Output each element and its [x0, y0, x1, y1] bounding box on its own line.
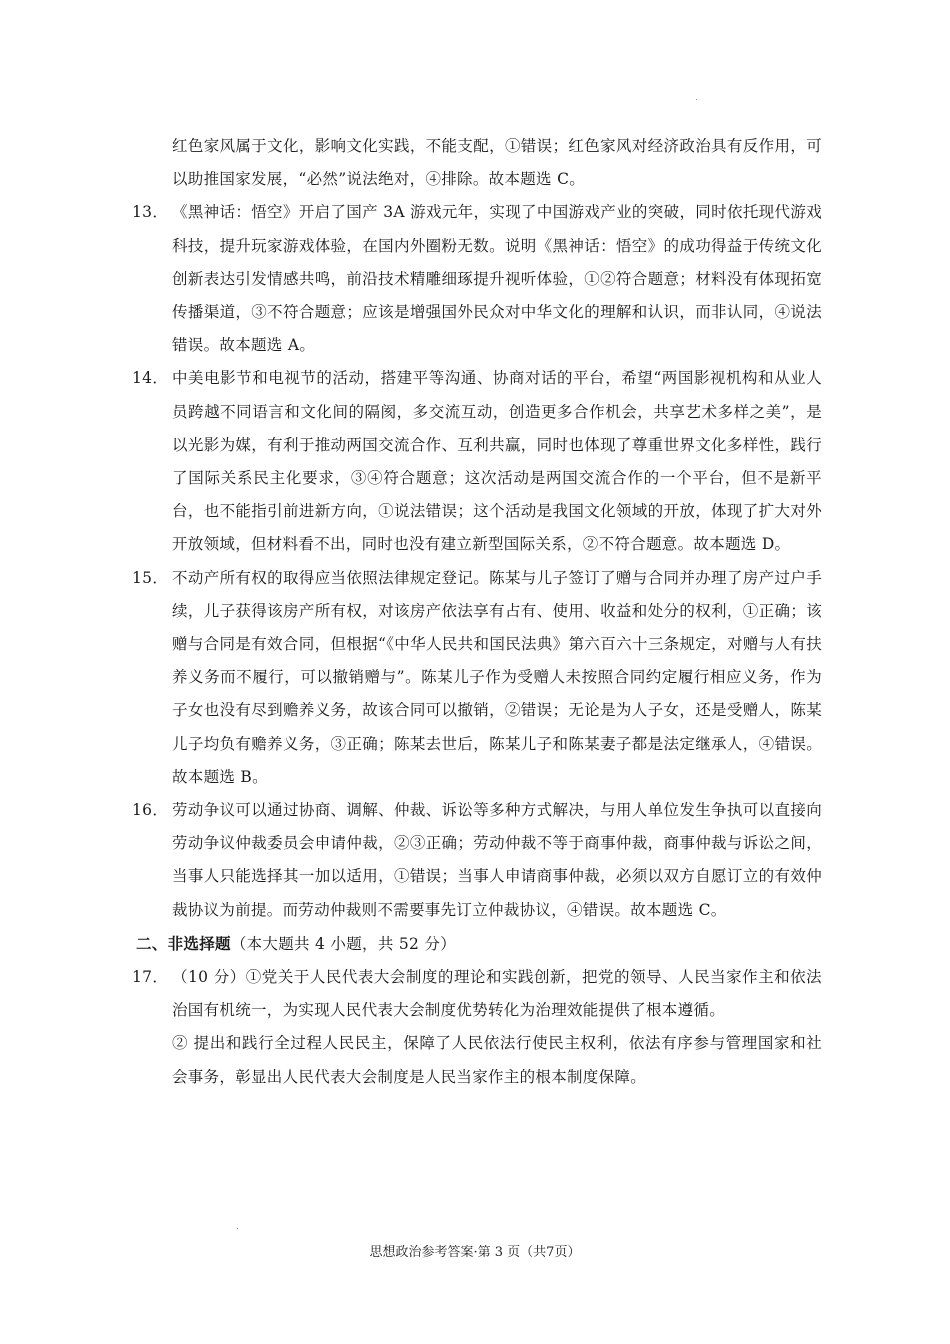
section-heading: [132, 927, 822, 961]
question-number: 13．: [132, 203, 169, 222]
answer-text: 《黑神话：悟空》开启了国产 3A 游戏元年，实现了中国游戏产业的突破，同时依托现代游戏科技，提升玩家游戏体验，在国内外圈粉无数。说明《黑神话：悟空》的成功得益于传统文化创新表达引发情感共鸣，前沿技术精雕细琢提升视听体验，①②符合题意；材料没有体现拓宽传播渠道，③不符合题意；应该是增强国外民众对中华文化的理解和认识，而非认同，④说法错误。故本题选 A。: [172, 203, 822, 355]
page-footer: 思想政治参考答案·第 3 页（共7页）: [369, 1245, 581, 1260]
scan-speck: [237, 1228, 238, 1229]
question-number: 17．: [132, 968, 169, 987]
question-number: 15．: [132, 568, 169, 587]
scan-speck: [696, 99, 697, 100]
answer-item-12-continued: [132, 130, 822, 196]
question-number: 16．: [132, 801, 169, 820]
answer-text: ② 提出和践行全过程人民民主，保障了人民依法行使民主权利，依法有序参与管理国家和社会事务，彰显出人民代表大会制度是人民当家作主的根本制度保障。: [172, 1034, 822, 1086]
answer-text: （10 分）①党关于人民代表大会制度的理论和实践创新，把党的领导、人民当家作主和依法治国有机统一，为实现人民代表大会制度优势转化为治理效能提供了根本遵循。: [172, 968, 822, 1020]
section-title: 二、非选择题: [136, 933, 231, 953]
answer-text: 不动产所有权的取得应当依照法律规定登记。陈某与儿子签订了赠与合同并办理了房产过户手续，儿子获得该房产所有权，对该房产依法享有占有、使用、收益和处分的权利，①正确；该赠与合同是有效合同，但根据“《中华人民共和国民法典》第六百六十三条规定，对赠与人有扶养义务而不履行，可以撤销赠与”。陈某儿子作为受赠人未按照合同约定履行相应义务，作为子女也没有尽到赡养义务，故该合同可以撤销，②错误；无论是为人子女，还是受赠人，陈某儿子均负有赡养义务，③正确；陈某去世后，陈某儿子和陈某妻子都是法定继承人，④错误。故本题选 B。: [172, 568, 822, 786]
section-note: （本大题共 4 小题，共 52 分）: [230, 934, 457, 953]
answer-item-16: [132, 794, 822, 927]
answer-item-13: [132, 196, 822, 362]
answer-item-17: [132, 961, 822, 1094]
answer-content: [132, 130, 822, 1094]
answer-item-15: [132, 562, 822, 794]
answer-item-14: [132, 362, 822, 561]
answer-text: 红色家风属于文化，影响文化实践，不能支配，①错误；红色家风对经济政治具有反作用，可以助推国家发展，“必然”说法绝对，④排除。故本题选 C。: [172, 137, 822, 189]
question-number: 14．: [132, 369, 169, 388]
answer-text: 劳动争议可以通过协商、调解、仲裁、诉讼等多种方式解决，与用人单位发生争执可以直接向劳动争议仲裁委员会申请仲裁，②③正确；劳动仲裁不等于商事仲裁，商事仲裁与诉讼之间，当事人只能选择其一加以适用，①错误；当事人申请商事仲裁，必须以双方自愿订立的有效仲裁协议为前提。而劳动仲裁则不需要事先订立仲裁协议，④错误。故本题选 C。: [172, 801, 822, 919]
answer-text: 中美电影节和电视节的活动，搭建平等沟通、协商对话的平台，希望“两国影视机构和从业人员跨越不同语言和文化间的隔阂，多交流互动，创造更多合作机会，共享艺术多样之美”，是以光影为媒，有利于推动两国交流合作、互利共赢，同时也体现了尊重世界文化多样性，践行了国际关系民主化要求，③④符合题意；这次活动是两国交流合作的一个平台，但不是新平台，也不能指引前进新方向，①说法错误；这个活动是我国文化领域的开放，体现了扩大对外开放领域，但材料看不出，同时也没有建立新型国际关系，②不符合题意。故本题选 D。: [172, 369, 822, 554]
